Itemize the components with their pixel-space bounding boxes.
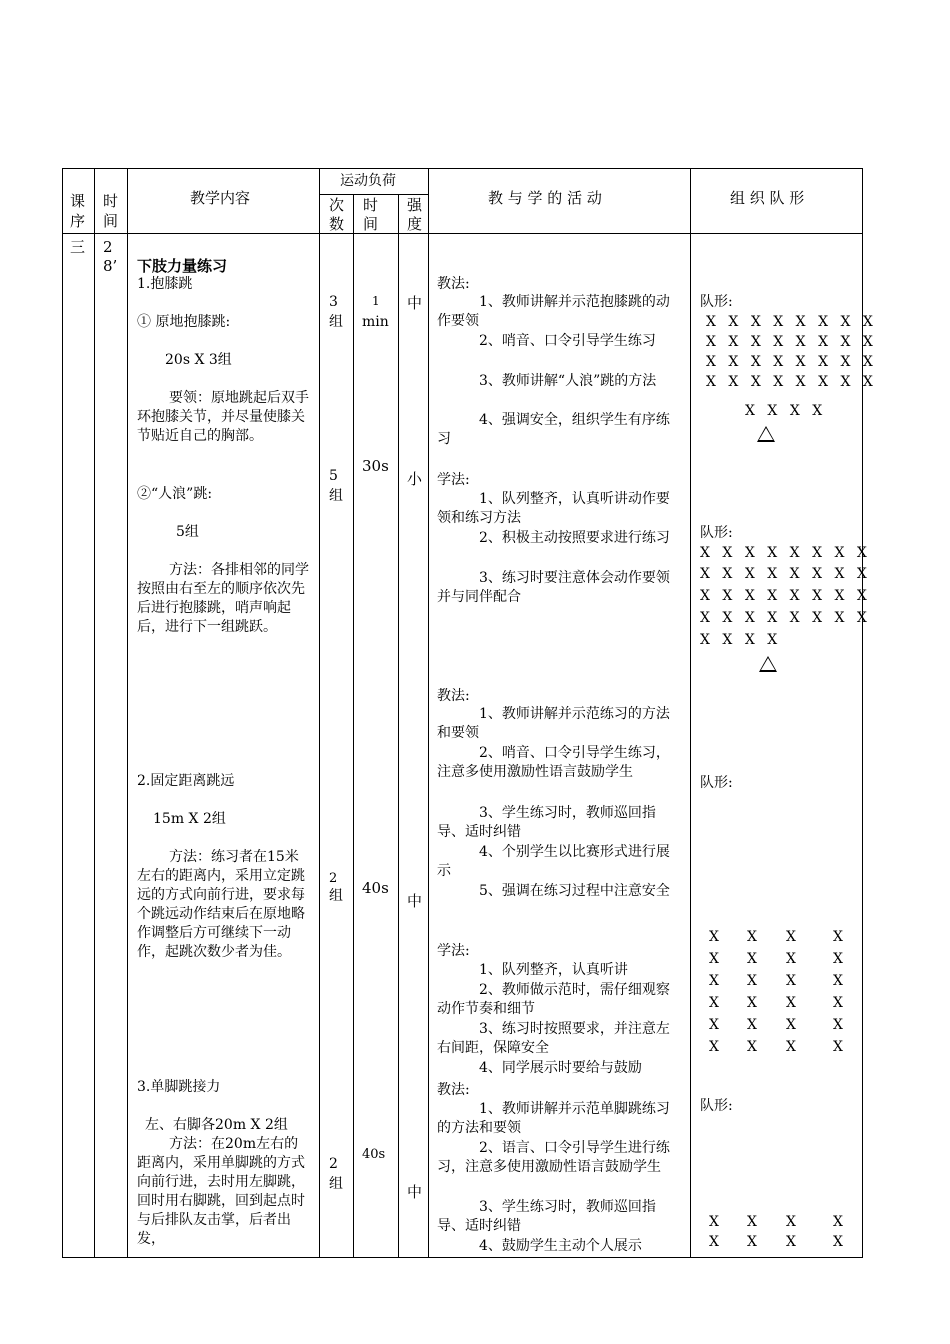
f3-student-mark: X [709,995,719,1011]
item2-title: 2.固定距离跳远 [137,773,235,789]
section-time-1: 2 [103,238,113,256]
load-r2-time: 30s [362,457,389,475]
header-time-2: 间 [103,212,119,230]
f4-label: 队形: [700,1098,733,1114]
b2-learn-4: 4、同学展示时要给与鼓励 [479,1060,642,1076]
load-r4-time: 40s [362,1147,386,1162]
f3-student-mark: X [786,951,796,967]
load-r3-count-2: 组 [329,888,343,904]
b1-teach-4: 4、强调安全，组织学生有序练习 [437,412,670,447]
f4-student-mark: X [786,1234,796,1250]
item1-sub2-sets: 5组 [176,524,199,540]
item3-title: 3.单脚跳接力 [137,1079,221,1095]
load-r2-intensity: 小 [407,470,423,488]
f3-student-mark: X [709,1039,719,1055]
f3-student-mark: X [833,995,843,1011]
header-duration-2: 间 [363,215,379,233]
f3-student-mark: X [833,1017,843,1033]
f4-student-mark: X [786,1214,796,1230]
header-count-2: 数 [329,215,345,233]
f1-row-2: X X X X X X X X [706,334,877,350]
b2-learn-2: 2、教师做示范时，需仔细观察动作节奏和细节 [437,982,670,1017]
f3-student-mark: X [786,929,796,945]
b1-teach-1: 1、教师讲解并示范抱膝跳的动作要领 [437,294,670,329]
f3-student-mark: X [747,1017,757,1033]
header-count-1: 次 [329,196,345,214]
b3-teach-4: 4、鼓励学生主动个人展示 [479,1238,642,1254]
section-time-2: 8’ [103,257,118,275]
f3-student-mark: X [709,973,719,989]
f3-student-mark: X [833,1039,843,1055]
content-title: 下肢力量练习 [137,257,228,275]
b1-teach-label: 教法: [437,276,470,292]
f1-row-3: X X X X X X X X [706,354,877,370]
b2-teach-5: 5、强调在练习过程中注意安全 [479,883,670,899]
b1-teach-2: 2、哨音、口令引导学生练习 [479,333,656,349]
load-r2-count-2: 组 [329,488,343,504]
f1-label: 队形: [700,294,733,310]
f4-student-mark: X [709,1214,719,1230]
f3-student-mark: X [747,1039,757,1055]
item2-method: 方法：练习者在15米左右的距离内，采用立定跳远的方式向前行进，要求每个跳远动作结束后在原地略作调整后方可继续下一动作，起跳次数少者为佳。 [137,849,305,960]
f3-student-mark: X [833,951,843,967]
header-seq-1: 课 [70,192,86,210]
item3-sets: 左、右脚各20m X 2组 [145,1117,288,1133]
f4-student-mark: X [709,1234,719,1250]
f2-row-4: X X X X X X X X [700,610,871,626]
load-r1-time-1: 1 [372,294,380,308]
section-seq: 三 [70,238,86,256]
header-content: 教学内容 [190,189,251,207]
header-intensity-2: 度 [407,215,423,233]
f2-row-1: X X X X X X X X [700,545,871,561]
b3-teach-label: 教法: [437,1082,470,1098]
f3-student-mark: X [833,929,843,945]
item1-sub1-key: 要领：原地跳起后双手环抱膝关节，并尽量使膝关节贴近自己的胸部。 [137,390,309,444]
item1-sub1-sets: 20s X 3组 [165,352,232,368]
b1-learn-label: 学法: [437,472,470,488]
f1-row-5: X X X X [745,403,827,419]
load-r3-intensity: 中 [407,892,423,910]
f3-student-mark: X [786,973,796,989]
header-intensity-1: 强 [407,196,423,214]
f2-row-3: X X X X X X X X [700,588,871,604]
b3-teach-2: 2、语言、口令引导学生进行练习，注意多使用激励性语言鼓励学生 [437,1140,670,1175]
b3-teach-3: 3、学生练习时，教师巡回指导、适时纠错 [437,1199,656,1234]
f3-student-mark: X [747,973,757,989]
f3-student-mark: X [709,951,719,967]
header-seq-2: 序 [70,212,86,230]
load-r1-count-2: 组 [329,314,343,330]
load-r1-intensity: 中 [407,294,423,312]
f4-student-mark: X [833,1214,843,1230]
item1-sub1: ① 原地抱膝跳: [137,314,231,330]
f3-student-mark: X [786,1017,796,1033]
f1-row-4: X X X X X X X X [706,374,877,390]
header-activity: 教 与 学 的 活 动 [488,189,602,207]
teacher-triangle-icon [759,656,777,672]
f3-student-mark: X [786,995,796,1011]
f3-student-mark: X [709,929,719,945]
f4-student-mark: X [747,1214,757,1230]
f2-row-2: X X X X X X X X [700,566,871,582]
b1-learn-1: 1、队列整齐，认真听讲动作要领和练习方法 [437,491,670,526]
load-r3-time: 40s [362,879,389,897]
load-r1-time-2: min [362,314,389,330]
load-r1-count-1: 3 [329,294,338,310]
b1-learn-2: 2、积极主动按照要求进行练习 [479,530,670,546]
b2-teach-3: 3、学生练习时，教师巡回指导、适时纠错 [437,805,656,840]
f2-row-5: X X X X [700,632,782,648]
b2-learn-1: 1、队列整齐，认真听讲 [479,962,628,978]
b1-learn-3: 3、练习时要注意体会动作要领并与同伴配合 [437,570,670,605]
teacher-triangle-icon [757,426,775,442]
load-r4-count-1: 2 [329,1156,338,1172]
f1-row-1: X X X X X X X X [706,314,877,330]
b2-learn-label: 学法: [437,943,470,959]
f3-student-mark: X [747,951,757,967]
item3-method: 方法：在20m左右的距离内，采用单脚跳的方式向前行进，去时用左脚跳，回时用右脚跳，回到起点时与后排队友击掌，后者出发， [137,1136,305,1247]
b2-teach-1: 1、教师讲解并示范练习的方法和要领 [437,706,670,741]
item1-sub2: ②“人浪”跳: [137,486,213,502]
b2-teach-4: 4、个别学生以比赛形式进行展示 [437,844,670,879]
f3-student-mark: X [747,929,757,945]
load-r4-count-2: 组 [329,1176,343,1192]
b3-teach-1: 1、教师讲解并示范单脚跳练习的方法和要领 [437,1101,670,1136]
f4-student-mark: X [747,1234,757,1250]
header-formation: 组 织 队 形 [730,189,805,207]
f3-student-mark: X [747,995,757,1011]
b2-teach-label: 教法: [437,688,470,704]
header-time-1: 时 [103,192,119,210]
item1-title: 1.抱膝跳 [137,276,193,292]
b2-learn-3: 3、练习时按照要求，并注意左右间距，保障安全 [437,1021,670,1056]
header-load: 运动负荷 [340,173,396,189]
load-r4-intensity: 中 [407,1183,423,1201]
f4-student-mark: X [833,1234,843,1250]
f3-student-mark: X [786,1039,796,1055]
f3-student-mark: X [709,1017,719,1033]
header-duration-1: 时 [363,196,379,214]
item2-sets: 15m X 2组 [153,811,226,827]
f2-label: 队形: [700,525,733,541]
f3-student-mark: X [833,973,843,989]
item1-sub2-method: 方法：各排相邻的同学按照由右至左的顺序依次先后进行抱膝跳，哨声响起后，进行下一组跳跃。 [137,562,309,635]
load-r2-count-1: 5 [329,468,338,484]
load-r3-count-1: 2 [329,871,338,886]
f3-label: 队形: [700,775,733,791]
b2-teach-2: 2、哨音、口令引导学生练习，注意多使用激励性语言鼓励学生 [437,745,670,780]
b1-teach-3: 3、教师讲解“人浪”跳的方法 [479,373,657,389]
